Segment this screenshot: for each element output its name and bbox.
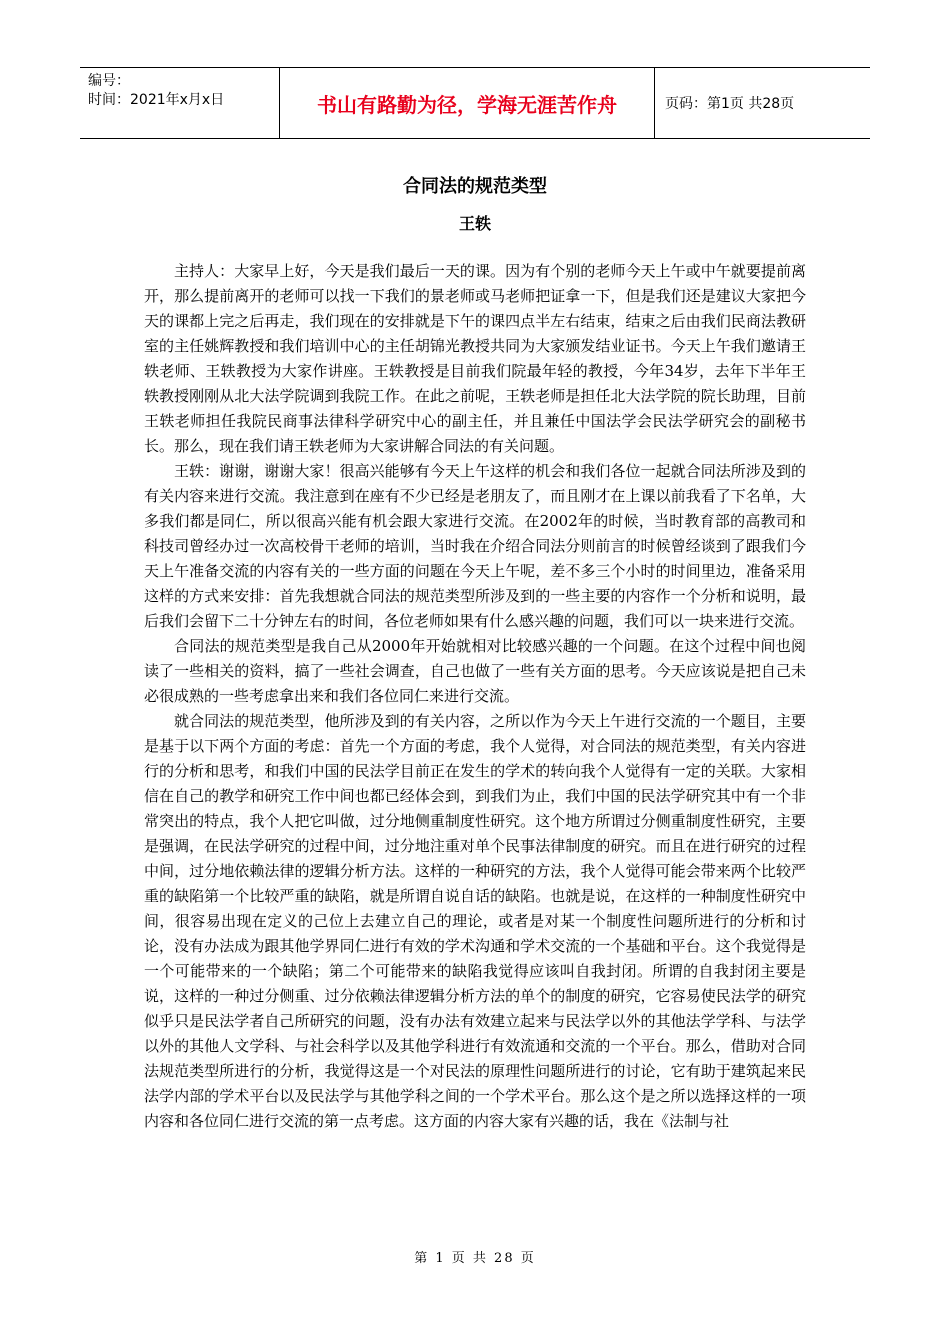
paragraph: 王轶：谢谢，谢谢大家！很高兴能够有今天上午这样的机会和我们各位一起就合同法所涉及到的有关内容来进行交流。我注意到在座有不少已经是老朋友了，而且刚才在上课以前我看了下名单，大多我们都是同仁，所以很高兴能有机会跟大家进行交流。在2002年的时候，当时教育部的高教司和科技司曾经办过一次高校骨干老师的培训，当时我在介绍合同法分则前言的时候曾经谈到了跟我们今天上午准备交流的内容有关的一些方面的问题在今天上午呢，差不多三个小时的时间里边，准备采用这样的方式来安排：首先我想就合同法的规范类型所涉及到的一些主要的内容作一个分析和说明，最后我们会留下二十分钟左右的时间，各位老师如果有什么感兴趣的问题，我们可以一块来进行交流。 [144, 462, 806, 630]
paragraph: 就合同法的规范类型，他所涉及到的有关内容，之所以作为今天上午进行交流的一个题目，主要是基于以下两个方面的考虑：首先一个方面的考虑，我个人觉得，对合同法的规范类型，有关内容进行的分析和思考，和我们中国的民法学目前正在发生的学术的转向我个人觉得有一定的关联。大家相信在自己的教学和研究工作中间也都已经体会到，到我们为止，我们中国的民法学研究其中有一个非常突出的特点，我个人把它叫做，过分地侧重制度性研究。这个地方所谓过分侧重制度性研究，主要是强调，在民法学研究的过程中间，过分地注重对单个民事法律制度的研究。而且在进行研究的过程中间，过分地依赖法律的逻辑分析方法。这样的一种研究的方法，我个人觉得可能会带来两个比较严重的缺陷第一个比较严重的缺陷，就是所谓自说自话的缺陷。也就是说，在这样的一种制度性研究中间，很容易出现在定义的己位上去建立自己的理论，或者是对某一个制度性问题所进行的分析和讨论，没有办法成为跟其他学界同仁进行有效的学术沟通和学术交流的一个基础和平台。这个我觉得是一个可能带来的一个缺陷；第二个可能带来的缺陷我觉得应该叫自我封闭。所谓的自我封闭主要是说，这样的一种过分侧重、过分依赖法律逻辑分析方法的单个的制度的研究，它容易使民法学的研究似乎只是民法学者自己所研究的问题，没有办法有效建立起来与民法学以外的其他法学学科、与法学以外的其他人文学科、与社会科学以及其他学科进行有效流通和交流的一个平台。那么，借助对合同法规范类型所进行的分析，我觉得这是一个对民法的原理性问题所进行的讨论，它有助于建筑起来民法学内部的学术平台以及民法学与其他学科之间的一个学术平台。那么这个是之所以选择这样的一项内容和各位同仁进行交流的第一点考虑。这方面的内容大家有兴趣的话，我在《法制与社 [144, 712, 806, 1130]
document-title: 合同法的规范类型 [403, 176, 547, 197]
page-footer: 第 1 页 共 28 页 [414, 1251, 536, 1266]
header-motto: 书山有路勤为径，学海无涯苦作舟 [280, 68, 655, 138]
date-line: 时间：2021年x月x日 [88, 92, 225, 108]
code-label: 编号： [88, 73, 130, 89]
header-page-info: 页码：第1页 共28页 [665, 96, 795, 112]
page-header [80, 67, 870, 139]
document-body [144, 259, 806, 1134]
header-meta [80, 68, 280, 138]
paragraph: 合同法的规范类型是我自己从2000年开始就相对比较感兴趣的一个问题。在这个过程中间也阅读了一些相关的资料，搞了一些社会调查，自己也做了一些有关方面的思考。今天应该说是把自己未必很成熟的一些考虑拿出来和我们各位同仁来进行交流。 [144, 637, 806, 705]
paragraph: 主持人：大家早上好，今天是我们最后一天的课。因为有个别的老师今天上午或中午就要提前离开，那么提前离开的老师可以找一下我们的景老师或马老师把证拿一下，但是我们还是建议大家把今天的课都上完之后再走，我们现在的安排就是下午的课四点半左右结束，结束之后由我们民商法教研室的主任姚辉教授和我们培训中心的主任胡锦光教授共同为大家颁发结业证书。今天上午我们邀请王轶老师、王轶教授为大家作讲座。王轶教授是目前我们院最年轻的教授，今年34岁，去年下半年王轶教授刚刚从北大法学院调到我院工作。在此之前呢，王轶老师是担任北大法学院的院长助理，目前王轶老师担任我院民商事法律科学研究中心的副主任，并且兼任中国法学会民法学研究会的副秘书长。那么，现在我们请王轶老师为大家讲解合同法的有关问题。 [144, 262, 806, 455]
document-author: 王轶 [458, 214, 491, 233]
